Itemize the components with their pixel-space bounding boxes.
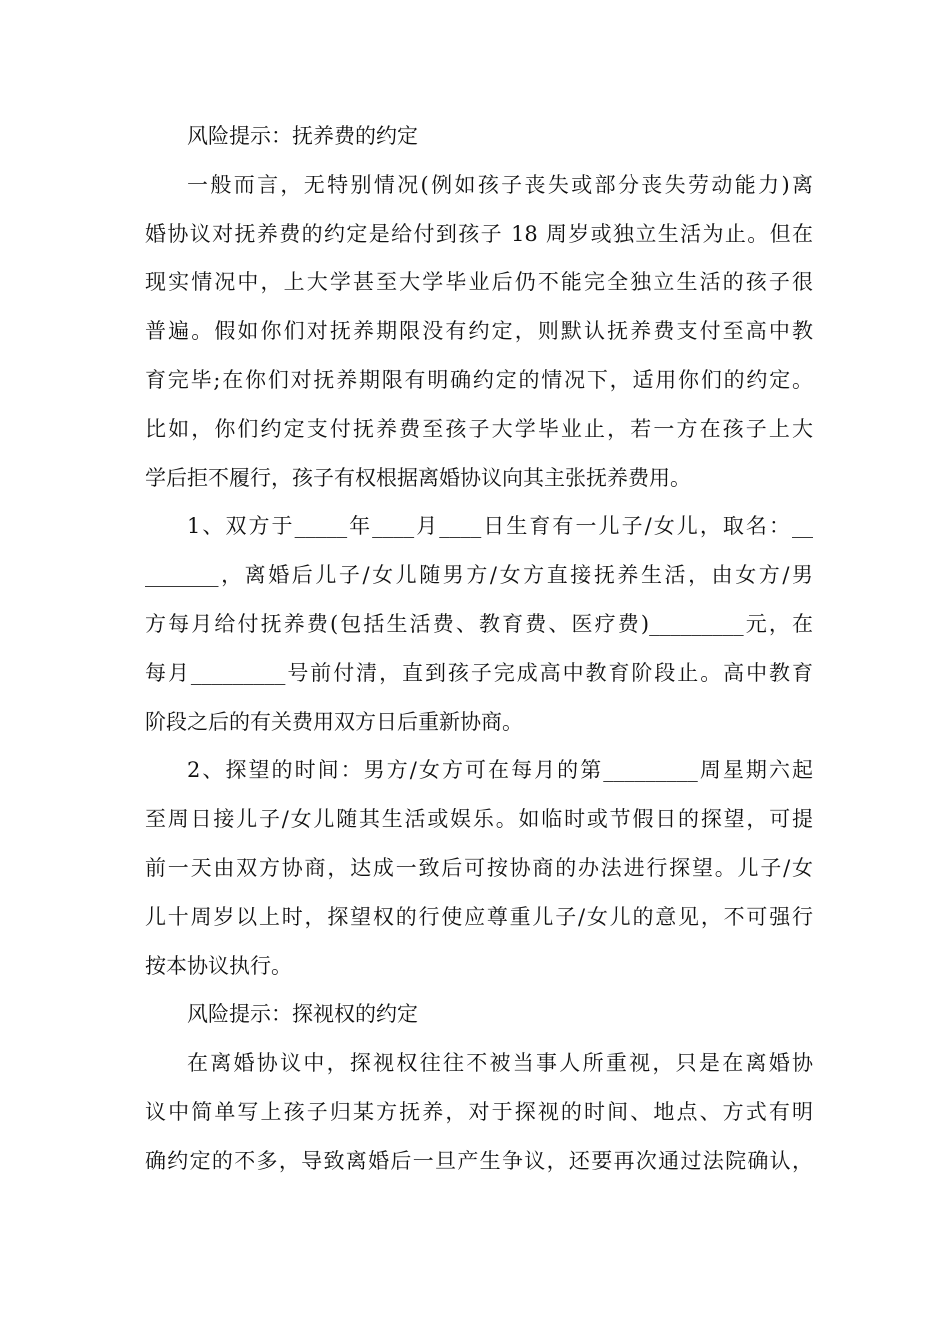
- paragraph-line: 议中简单写上孩子归某方抚养，对于探视的时间、地点、方式有明: [145, 1099, 813, 1124]
- paragraph-line: 现实情况中，上大学甚至大学毕业后仍不能完全独立生活的孩子很: [145, 270, 813, 295]
- paragraph-line: 比如，你们约定支付抚养费至孩子大学毕业止，若一方在孩子上大: [145, 416, 813, 441]
- clause-2-line: 按本协议执行。: [145, 953, 292, 978]
- clause-2-line: 2、探望的时间：男方/女方可在每月的第_________周星期六起: [187, 758, 813, 783]
- paragraph-line: 一般而言，无特别情况(例如孩子丧失或部分丧失劳动能力)离: [187, 172, 813, 197]
- heading-risk-child-support: 风险提示：抚养费的约定: [187, 124, 418, 148]
- clause-2-line: 前一天由双方协商，达成一致后可按协商的办法进行探望。儿子/女: [145, 855, 813, 880]
- clause-1-line: 方每月给付抚养费(包括生活费、教育费、医疗费)_________元，在: [145, 611, 813, 636]
- document-body: [145, 112, 813, 1186]
- clause-1-line: _______，离婚后儿子/女儿随男方/女方直接抚养生活，由女方/男: [145, 563, 813, 588]
- paragraph-line: 在离婚协议中，探视权往往不被当事人所重视，只是在离婚协: [187, 1051, 813, 1076]
- paragraph-line: 确约定的不多，导致离婚后一旦产生争议，还要再次通过法院确认，: [145, 1148, 813, 1173]
- paragraph-line: 育完毕;在你们对抚养期限有明确约定的情况下，适用你们的约定。: [145, 367, 813, 392]
- paragraph-line: 学后拒不履行，孩子有权根据离婚协议向其主张抚养费用。: [145, 465, 691, 490]
- clause-2-line: 儿十周岁以上时，探望权的行使应尊重儿子/女儿的意见，不可强行: [145, 904, 813, 929]
- clause-1-line: 阶段之后的有关费用双方日后重新协商。: [145, 709, 523, 734]
- heading-risk-visitation: 风险提示：探视权的约定: [187, 1002, 418, 1027]
- clause-2-line: 至周日接儿子/女儿随其生活或娱乐。如临时或节假日的探望，可提: [145, 807, 813, 832]
- paragraph-line: 婚协议对抚养费的约定是给付到孩子 18 周岁或独立生活为止。但在: [145, 221, 813, 246]
- clause-1-line: 1、双方于_____年____月____日生育有一儿子/女儿，取名：__: [187, 514, 813, 539]
- clause-1-line: 每月_________号前付清，直到孩子完成高中教育阶段止。高中教育: [145, 660, 813, 685]
- paragraph-line: 普遍。假如你们对抚养期限没有约定，则默认抚养费支付至高中教: [145, 319, 813, 344]
